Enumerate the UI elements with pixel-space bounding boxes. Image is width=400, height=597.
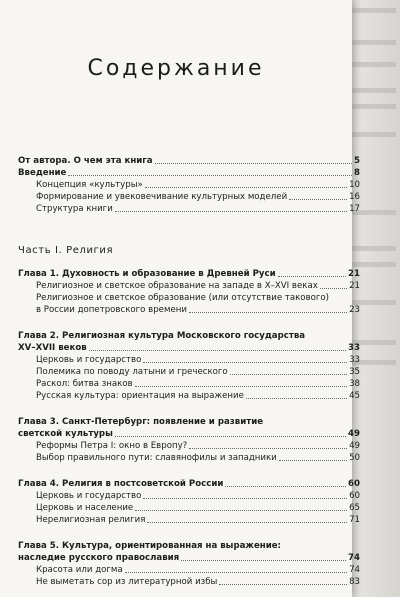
toc-entry-sub: [18, 378, 360, 390]
toc-entry-page: 50: [349, 453, 360, 463]
dot-leader: [189, 448, 347, 449]
toc-entry-sub: [18, 490, 360, 502]
dot-leader: [230, 374, 347, 375]
toc-entry-label: Введение: [18, 168, 67, 178]
toc-entry-sub: [18, 280, 360, 292]
dot-leader: [278, 276, 346, 277]
dot-leader: [125, 572, 347, 573]
toc-entry-label: светской культуры: [18, 429, 113, 439]
chapter-title: [18, 268, 360, 280]
toc-entry-sub: [18, 304, 360, 316]
dot-leader: [181, 560, 346, 561]
toc-entry-sub: [18, 191, 360, 203]
toc-entry-label: Красота или догма: [36, 565, 123, 575]
spacer: [18, 316, 360, 330]
dot-leader: [135, 510, 347, 511]
dot-leader: [147, 522, 347, 523]
toc-entry-sub: [18, 366, 360, 378]
chapter-title-line: Глава 3. Санкт-Петербург: появление и развитие: [18, 417, 264, 427]
dot-leader: [89, 350, 346, 351]
toc-entry-label: Церковь и государство: [36, 491, 142, 501]
toc-entry-page: 74: [349, 565, 360, 575]
toc-entry-page: 5: [354, 156, 360, 166]
toc-entry-page: 8: [354, 168, 360, 178]
toc-entry-page: 10: [349, 180, 360, 190]
dot-leader: [289, 199, 347, 200]
toc-entry-sub: [18, 203, 360, 215]
toc-entry-sub: [18, 354, 360, 366]
toc-entry-sub: [18, 452, 360, 464]
toc-entry-label: Формирование и увековечивание культурных моделей: [36, 192, 288, 202]
spacer: [18, 402, 360, 416]
toc-entry-label: Религиозное и светское образование на западе в X–XVI веках: [36, 281, 318, 291]
dot-leader: [143, 498, 347, 499]
toc-entry-label: Раскол: битва знаков: [36, 379, 133, 389]
chapter-title: [18, 552, 360, 564]
chapter-title-line: Глава 2. Религиозная культура Московского государства: [18, 331, 306, 341]
toc-entry-label: Церковь и государство: [36, 355, 142, 365]
toc-entry-sub: [18, 390, 360, 402]
toc-entry-page: 45: [349, 391, 360, 401]
toc-entry-page: 21: [349, 281, 360, 291]
dot-leader: [68, 175, 352, 176]
toc-entry-page: 16: [349, 192, 360, 202]
toc-entry-sub-line: [18, 292, 360, 304]
dot-leader: [115, 211, 347, 212]
toc-entry-page: 17: [349, 204, 360, 214]
toc-entry-page: 71: [349, 515, 360, 525]
dot-leader: [189, 312, 347, 313]
toc-entry-label: Глава 4. Религия в постсоветской России: [18, 479, 224, 489]
dot-leader: [320, 288, 347, 289]
chapter-title: [18, 478, 360, 490]
toc-entry-sub: [18, 179, 360, 191]
dot-leader: [135, 386, 347, 387]
toc-entry-page: 33: [349, 355, 360, 365]
toc-entry-page: 23: [349, 305, 360, 315]
toc-entry-page: 35: [349, 367, 360, 377]
toc-entry-label: Религиозное и светское образование (или отсутствие такового): [36, 293, 330, 303]
chapter-title: [18, 428, 360, 440]
toc-entry-page: 74: [348, 553, 360, 563]
toc-entry-label: наследие русского православия: [18, 553, 180, 563]
toc-entry-label: Церковь и население: [36, 503, 134, 513]
toc-entry-label: XV–XVII веков: [18, 343, 87, 353]
toc-entry-label: Нерелигиозная религия: [36, 515, 146, 525]
chapter-title-line: Глава 5. Культура, ориентированная на выражение:: [18, 541, 281, 551]
toc-entry-page: 60: [348, 479, 360, 489]
toc-entry-label: Глава 1. Духовность и образование в Древней Руси: [18, 269, 276, 279]
dot-leader: [155, 163, 352, 164]
dot-leader: [145, 187, 347, 188]
dot-leader: [219, 584, 347, 585]
toc-entry-page: 65: [349, 503, 360, 513]
toc-entry-page: 21: [348, 269, 360, 279]
toc-entry-page: 49: [348, 429, 360, 439]
dot-leader: [279, 460, 347, 461]
table-of-contents: [18, 155, 360, 588]
dot-leader: [143, 362, 347, 363]
toc-entry-label: в России допетровского времени: [36, 305, 187, 315]
dot-leader: [246, 398, 347, 399]
dot-leader: [225, 486, 346, 487]
toc-entry-label: Не выметать сор из литературной избы: [36, 577, 218, 587]
toc-entry-sub: [18, 576, 360, 588]
dot-leader: [115, 436, 346, 437]
toc-entry-label: Полемика по поводу латыни и греческого: [36, 367, 228, 377]
toc-entry-main: [18, 167, 360, 179]
toc-entry-page: 83: [349, 577, 360, 587]
toc-entry-label: Концепция «культуры»: [36, 180, 143, 190]
toc-entry-label: Выбор правильного пути: славянофилы и западники: [36, 453, 277, 463]
toc-entry-page: 33: [348, 343, 360, 353]
toc-entry-label: Структура книги: [36, 204, 113, 214]
toc-entry-main: [18, 155, 360, 167]
page-title: Содержание: [87, 56, 265, 81]
toc-entry-sub: [18, 564, 360, 576]
toc-entry-label: Реформы Петра I: окно в Европу?: [36, 441, 188, 451]
toc-entry-label: От автора. О чем эта книга: [18, 156, 153, 166]
toc-entry-page: 60: [349, 491, 360, 501]
toc-entry-sub: [18, 502, 360, 514]
spacer: [18, 464, 360, 478]
toc-entry-sub: [18, 514, 360, 526]
part-heading: Часть I. Религия: [18, 245, 114, 256]
toc-entry-page: 49: [349, 441, 360, 451]
chapter-title: [18, 342, 360, 354]
toc-entry-label: Русская культура: ориентация на выражение: [36, 391, 244, 401]
toc-entry-sub: [18, 440, 360, 452]
spacer: [18, 526, 360, 540]
toc-entry-page: 38: [349, 379, 360, 389]
